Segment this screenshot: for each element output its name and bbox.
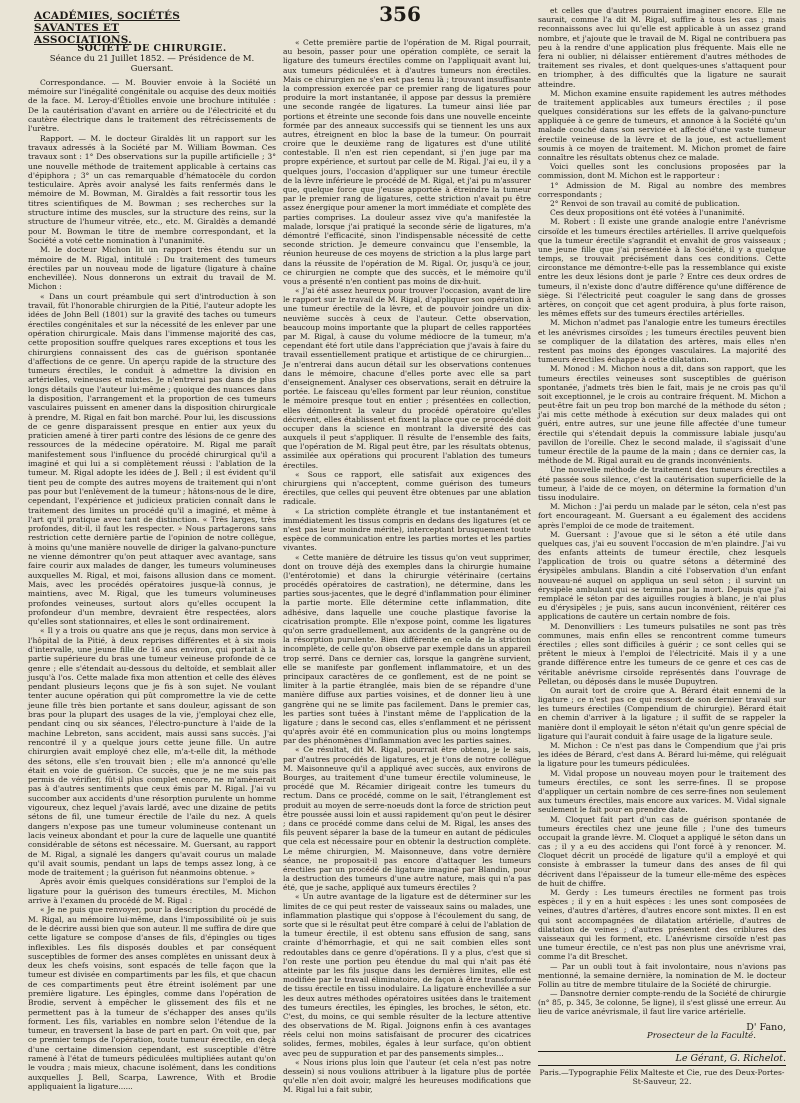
paragraph: « J'ai été assez heureux pour trouver l'occasion, avant de lire le rapport sur le travail de M. Rigal, d'appliquer son opération à une tumeur érectile de la lèvre, et de pouvoir joindre un dix-neuvième succès à ceux de l'auteur. Cette observation, beaucoup moins importante que la plupart de celles rapportées par M. Rigal, à cause du volume médiocre de la tumeur, m'a cependant été fort utile dans l'appréciation que j'avais à faire du travail essentiellement pratique et artistique de ce chirurgien... Je n'entrerai dans aucun détail sur les observations contenues dans le mémoire, chacune d'elles porte avec elle sa part d'enseignement. Analyser ces observations, serait en détruire la portée. Le faisceau qu'elles forment par leur réunion, constitue le mémoire presque tout en entier ; présentées en collection, elles démontrent la valeur du procédé opératoire qu'elles décrivent, elles établissent et fixent la place que ce procédé doit occuper dans la science en montrant la diversité des cas auxquels il peut s'appliquer. Il résulte de l'ensemble des faits, que l'opération de M. Rigal peut être, par les résultats obtenus, assimilée aux opérations qui procurent l'ablation des tumeurs érectiles. xyxy=(283,286,531,470)
paragraph: M. Michon n'admet pas l'analogie entre les tumeurs érectiles et les anévrismes cirsoïdes ; les tumeurs érectiles peuvent bien se compliquer de la dilatation des artères, mais elles n'en restent pas moins des éponges vasculaires. La majorité des tumeurs érectiles échappe à cette dilatation. xyxy=(538,318,786,365)
paragraph: « Cette première partie de l'opération de M. Rigal pourrait, au besoin, passer pour une opération complète, ce serait la ligature des tumeurs érectiles comme on l'appliquait avant lui, aux tumeurs pédiculées et à d'autres tumeurs non érectiles. Mais ce chirurgien ne s'en est pas tenu là ; trouvant insuffisante la compression exercée par ce premier rang de ligatures pour produire la mort instantanée, il appose par dessus la première une seconde rangée de ligatures. La tumeur ainsi liée par portions et étreinte une seconde fois dans une nouvelle enceinte formée par des anneaux successifs qui se tiennent les uns aux autres, étreignent en bloc la base de la tumeur. On pourrait croire que le deuxième rang de ligatures est d'une utilité contestable. Il n'en est rien cependant, si j'en juge par ma propre expérience, et surtout par celle de M. Rigal. J'ai eu, il y a quelques jours, l'occasion d'appliquer sur une tumeur érectile de la lèvre inférieure le procédé de M. Rigal, et j'ai pu m'assurer que, quelque force que j'eusse apportée à étreindre la tumeur par le premier rang de ligatures, cette striction n'avait pu être assez énergique pour amener la mort immédiate et complète des parties comprises. La douleur assez vive qu'a manifestée la malade, lorsque j'ai pratiqué la seconde série de ligatures, m'a démontré l'efficacité, sinon l'indispensable nécessité de cette seconde striction. Je demeure convaincu que l'ensemble, la réunion heureuse de ces moyens de striction a la plus large part dans la réussite de l'opération de M. Rigal. Or, jusqu'à ce jour, ce chirurgien ne compte que des succès, et le mémoire qu'il vous a présenté n'en contient pas moins de dix-huit. xyxy=(283,38,531,286)
paragraph: M. le docteur Michon lit un rapport très étendu sur un mémoire de M. Rigal, intitulé : Du traitement des tumeurs érectiles par un nouveau mode de ligature (ligature à chaîne enchevillée). Nous donnerons un extrait du travail de M. Michon : xyxy=(28,245,276,292)
session-line: Séance du 21 Juillet 1852. — Présidence de M. Guersant. xyxy=(49,54,255,74)
paragraph: M. Robert : Il existe une grande analogie entre l'anévrisme cirsoïde et les tumeurs érectiles artérielles. Il arrive quelquefois que la tumeur érectile s'agrandit et envahit de gros vaisseaux ; une jeune fille que j'ai présentée à la Société, il y a quelque temps, se trouvait précisément dans ces conditions. Cette circonstance me démontre-t-elle pas la ressemblance qui existe entre les deux lésions dont je parle ? Entre ces deux ordres de tumeurs, il n'existe donc d'autre différence qu'une différence de siège. Si l'électricité peut coaguler le sang dans de grosses artères, on conçoit que cet agent produira, à plus forte raison, les mêmes effets sur des tumeurs érectiles artérielles. xyxy=(538,217,786,319)
paragraph: « Nous irions plus loin que l'auteur (et cela n'est pas notre dessein) si nous voulions attribuer à la ligature plus de portée qu'elle n'en doit avoir, malgré les heureuses modifications que M. Rigal lui a fait subir, xyxy=(283,1057,531,1095)
paragraph: 1° Admission de M. Rigal au nombre des membres correspondants ; xyxy=(538,180,786,199)
paragraph: Ces deux propositions ont été votées à l'unanimité. xyxy=(550,208,745,218)
paragraph: M. Monod : M. Michon nous a dit, dans son rapport, que les tumeurs érectiles veineuses sont susceptibles de guérison spontanée, j'admets très bien le fait, mais je ne crois pas qu'il soit exceptionnel, je le crois au contraire fréquent. M. Michon a peut-être fait un peu trop bon marché de la méthode du séton ; j'ai mis cette méthode à exécution sur deux malades qui ont guéri, entre autres, sur une jeune fille affectée d'une tumeur érectile qui s'étendait depuis la commissure labiale jusqu'au pavillon de l'oreille. Chez le second malade, il s'agissait d'une tumeur érectile de la paume de la main ; dans ce dernier cas, la méthode de M. Rigal aurait eu de grands inconvénients. xyxy=(538,364,786,466)
paragraph: « Dans un court préambule qui sert d'introduction à son travail, fût l'honorable chirurgien de la Pitié, l'auteur adopte les idées de John Bell (1801) sur la gravité des taches ou tumeurs érectiles congénitales et sur la nécessité de les enlever par une opération chirurgicale. Mais dans l'immense majorité des cas, cette proposition souffre quelques rares exceptions et tous les chirurgiens connaissent des cas de guérison spontanée d'affections de ce genre. Un aperçu rapide de la structure des tumeurs érectiles, le conduit à admettre la division en artérielles, veineuses et mixtes. Je n'entrerai pas dans de plus longs détails que l'auteur lui-même ; quoique des nuances dans la disposition, l'arrangement et la proportion de ces tumeurs vasculaires puissent en amener dans la disposition chirurgicale à prendre, M. Rigal en fait bon marché. Pour lui, les discussions de ce genre disparaissent presque en entier aux yeux du praticien amené à tirer parti contre des lésions de ce genre des ressources de la médecine opératoire. M. Rigal me paraît manifestement sous l'influence du procédé chirurgical qu'il a imaginé et qui lui a si complètement réussi : l'ablation de la tumeur. M. Rigal adopte les idées de J. Bell ; il est évident qu'il tient peu de compte des autres moyens de traitement qui n'ont pas pour but l'enlèvement de la tumeur ; hâtons-nous de le dire, cependant, l'expérience et judicieux praticien connaît dans le traitement des limites un procédé qu'il a imaginé, et même à l'art qu'il pratique avec tant de distinction. « Très larges, très profondes, dit-il, il faut les respecter. » Nous partagerons sans restriction cette dernière partie de l'opinion de notre collègue, à moins qu'une manière nouvelle de diriger la galvano-puncture ne vienne démontrer qu'on peut attaquer avec avantage, sans faire courir aux malades de danger, les tumeurs volumineuses auxquelles M. Rigal, et moi, faisons allusion dans ce moment. Mais, avec les procédés opératoires jusque-là connus, je maintiens, avec M. Rigal, que les tumeurs volumineuses profondes veineuses, surtout alors qu'elles occupent la profondeur d'un membre, devraient être respectées, alors qu'elles sont stationnaires, et elles le sont ordinairement. xyxy=(28,291,276,627)
paragraph: Après avoir émis quelques considérations sur l'emploi de la ligature pour la guérison des tumeurs érectiles, M. Michon arrive à l'examen du procédé de M. Rigal : xyxy=(28,877,276,906)
paragraph: « Ce résultat, dit M. Rigal, pourrait être obtenu, je le sais, par d'autres procédés de ligatures, et je t'ons de notre collègue M. Maisonneuve qu'il a appliqué avec succès, aux environs de Bourges, au traitement d'une tumeur érectile volumineuse, le procédé que M. Récamier dirigeait contre les tumeurs du rectum. Dans ce procédé, comme on le sait, l'étranglement est produit au moyen de serre-noeuds dont la force de striction peut être poussée aussi loin et aussi rapidement qu'on peut le désirer ; dans ce procédé comme dans celui de M. Rigal, les anses des fils peuvent séparer la base de la tumeur en autant de pédicules que cela est nécessaire pour en obtenir la destruction complète. Le même chirurgien, M. Maisonneuve, dans votre dernière séance, ne proposait-il pas encore d'attaquer les tumeurs érectiles par un procédé de ligature imaginé par Blandin, pour la destruction des tumeurs d'une autre nature, mais qui n'a pas été, que je sache, appliqué aux tumeurs érectiles ? xyxy=(283,745,531,893)
paragraph: « Un autre avantage de la ligature est de déterminer sur les limites de ce qui peut rester de vaisseaux sains ou malades, une inflammation plastique qui s'oppose à l'écoulement du sang, de sorte que si le résultat peut être comparé à celui de l'ablation de la tumeur érectile, il est obtenu sans effusion de sang, sans crainte d'hémorrhagie, et qui ne sait combien elles sont redoutables dans ce genre d'opérations. Il y a plus, c'est que si l'on reste une portion peu étendue du mal qui n'ait pas été atteinte par les fils jusque dans les dernières limites, elle est modifiée par le travail éliminatoire, de façon à être transformée de tissu érectile en tissu inodulaire. La ligature enchevillée a sur les deux autres méthodes opératoires usitées dans le traitement des tumeurs érectiles, les épingles, les broches, le séton, etc. C'est, du moins, ce qui semble résulter de la lecture attentive des observations de M. Rigal. Joignons enfin à ces avantages réels celui non moins satisfaisant de procurer des cicatrices solides, fermes, mobiles, égales à leur surface, qu'on obtient avec peu de suppuration et par des pansements simples... xyxy=(283,892,531,1058)
paragraph: « Il y a trois ou quatre ans que je reçus, dans mon service à l'hôpital de la Pitié, à deux reprises différentes et à six mois d'intervalle, une jeune fille de 16 ans environ, qui portait à la partie supérieure du bras une tumeur veineuse profonde de ce genre ; elle s'étendait au-dessous du deltoïde, et semblait aller jusqu'à l'os. Cette malade fixa mon attention et celle des élèves pendant plusieurs leçons que je fis à son sujet. Ne voulant tenter aucune opération qui pût compromettre la vie de cette jeune fille très bien portante et sans douleur, agissant de son bras pour la plupart des usages de la vie, j'employai chez elle, pendant cinq ou six séances, l'électro-puncture à l'aide de la machine Lebreton, sans accident, mais aussi sans succès. J'ai rencontré il y a quelque jours cette jeune fille. Un autre chirurgien avait employé chez elle, m'a-t-elle dit, la méthode des sétons, elle s'en trouvait bien ; elle m'a annoncé qu'elle était en voie de guérison. Ce succès, que je ne me suis pas permis de vérifier, fût-il plus complet encore, ne m'amènerait pas à d'autres sentiments que ceux émis par M. Rigal. J'ai vu succomber aux accidents d'une résorption purulente un homme vigoureux, chez lequel j'avais lardé, avec une dizaine de petits sétons de fil, une tumeur érectile de l'aile du nez. A quels dangers n'expose pas une tumeur volumineuse contenant un lacis veineux abondant et pour la cure de laquelle une quantité considérable de sétons est nécessaire. M. Guersant, au rapport de M. Rigal, a signalé les dangers qu'avait courus un malade qu'il avait soumis, pendant un laps de temps assez long, à ce mode de traitement ; la guérison fut néanmoins obtenue. » xyxy=(28,626,276,878)
column-3 xyxy=(538,6,786,1087)
paragraph: On aurait tort de croire que A. Bérard était ennemi de la ligature ; ce n'est pas ce qui ressort de son dernier travail sur les tumeurs érectiles (Compendium de chirurgie). Bérard était en chemin d'arriver à la ligature ; il suffit de se rappeler la manière dont il employait le séton n'était qu'un genre spécial de ligature qui l'aurait conduit à faire usage de la ligature seule. xyxy=(538,685,786,741)
author-title: Prosecteur de la Faculté. xyxy=(646,1030,756,1041)
paragraph: — Par un oubli tout à fait involontaire, nous n'avions pas mentionné, la semaine dernière, la nomination de M. le docteur Follin au titre de membre titulaire de la Société de chirurgie. xyxy=(538,961,786,989)
paragraph: « Cette manière de détruire les tissus qu'on veut supprimer, dont on trouve déjà des exemples dans la chirurgie humaine (l'entérotomie) et dans la chirurgie vétérinaire (certains procédés opératoires de castration), ne détermine, dans les parties sous-jacentes, que le degré d'inflammation pour éliminer la partie morte. Elle détermine cette inflammation, dite adhésive, dans laquelle une couche plastique favorise la cicatrisation prompte. Elle n'expose point, comme les ligatures qu'on serre graduellement, aux accidents de la gangrène ou de la résorption purulente. Bien différente en cela de la striction incomplète, de celle qu'on observe par exemple dans un appareil trop serré. Dans ce dernier cas, lorsque la gangrène survient, elle se manifeste par gonflement inflammatoire, et un des principaux caractères de ce gonflement, est de ne point se limiter à la partie étranglée, mais bien de se répandre d'une manière diffuse aux parties voisines, et de donner lieu à une gangrène qui ne se limite pas facilement. Dans le premier cas, les parties sont tuées à l'instant même de l'application de la ligature ; dans le second cas, elles s'enflamment et ne périssent qu'après avoir été en communication plus ou moins longtemps par des phénomènes d'inflammation avec les parties saines. xyxy=(283,552,531,746)
printer-imprint: Paris.—Typographie Félix Malteste et Cie, rue des Deux-Portes-St-Sauveur, 22. xyxy=(539,1068,785,1087)
paragraph: M. Guersant : J'avoue que si le séton a été utile dans quelques cas, j'ai eu souvent l'occasion de m'en plaindre. J'ai vu des enfants atteints de tumeur érectile, chez lesquels l'application de trois ou quatre sétons a déterminé des érysipèles ambulans. Blandin a cité l'observation d'un enfant nouveau-né auquel on appliqua un seul séton ; il survint un érysipèle ambulant qui se termina par la mort. Depuis que j'ai remplacé le séton par des aiguilles rougies à blanc, je n'ai plus eu d'érysipèles ; je puis, sans aucun inconvénient, réitérer ces applications de cautère un certain nombre de fois. xyxy=(538,529,786,622)
paragraph: « Sous ce rapport, elle satisfait aux exigences des chirurgiens qui n'acceptent, comme guérison des tumeurs érectiles, que celles qui peuvent être obtenues par une ablation radicale. xyxy=(283,469,531,507)
author-signature: D' Fano, xyxy=(746,1021,786,1033)
paragraph: Rapport. — M. le docteur Giraldès lit un rapport sur les travaux adressés à la Société par M. William Bowman. Ces travaux sont : 1° Des observations sur la pupille artificielle ; 3° une nouvelle méthode de traitement applicable à certains cas d'épiphora ; 3° un cas remarquable d'hématocèle du cordon testiculaire. Après avoir analysé les faits renfermés dans le mémoire de M. Bowman, M. Giraldès a fait ressortir tous les titres scientifiques de M. Bowman ; ses recherches sur la structure intime des muscles, sur la structure des reins, sur la structure de l'humeur vitrée, etc., etc. M. Giraldès a demandé pour M. Bowman le titre de membre correspondant, et la Société a voté cette nomination à l'unanimité. xyxy=(28,133,276,245)
gerant-line: Le Gérant, G. Richelot. xyxy=(538,1051,786,1066)
paragraph: et celles que d'autres pourraient imaginer encore. Elle ne saurait, comme l'a dit M. Rigal, suffire à tous les cas ; mais reconnaissons avec lui qu'elle est applicable à un assez grand nombre, et j'ajoute que le travail de M. Rigal ne contribuera pas peu à la rendre d'une application plus fréquente. Mais elle ne fera ni oublier, ni délaisser entièrement d'autres méthodes de traitement ses rivales, et dont quelques-unes s'attaquent pour en triompher, à des difficultés que la ligature ne saurait atteindre. xyxy=(538,6,786,89)
page-number: 356 xyxy=(379,2,421,26)
paragraph: M. Cloquet fait part d'un cas de guérison spontanée de tumeurs érectiles chez une jeune fille ; l'une des tumeurs occupait la grande lèvre. M. Cloquet a appliqué le séton dans un cas ; il y a eu des accidens qui l'ont forcé à y renoncer. M. Cloquet décrit un procédé de ligature qu'il a employé et qui consiste à embrasser la tumeur dans des anses de fil qui décrivent dans l'épaisseur de la tumeur elle-même des espèces de huit de chiffre. xyxy=(538,814,786,888)
paragraph: Correspondance. — M. Bouvier envoie à la Société un mémoire sur l'inégalité congénitale ou acquise des deux moitiés de la face. M. Leroy-d'Étiolles envoie une brochure intitulée : De la cautérisation d'avant en arrière ou de l'électricité et du cautère électrique dans le traitement des rétrécissements de l'urètre. xyxy=(28,77,276,134)
paragraph: « Je ne puis que renvoyer, pour la description du procédé de M. Rigal, au mémoire lui-même, dans l'impossibilité où je suis de le décrire aussi bien que son auteur. Il me suffira de dire que cette ligature se compose d'anses de fils, d'épingles ou tiges inflexibles. Les fils disposés doubles et par conséquent susceptibles de former des anses complètes en unissant deux à deux les chefs voisins, sont espacés de telle façon que la tumeur est divisée en compartiments par les fils, et que chacun de ces compartiments peut être étreint isolément par une première ligature. Les épingles, comme dans l'opération de Brodie, servent à empêcher le glissement des fils et ne permettent pas à la tumeur de s'échapper des anses qu'ils forment. Les fils, variables en nombre selon l'étendue de la tumeur, en traversent la base de part en part. On voit que, par ce premier temps de l'opération, toute tumeur érectile, en deçà d'une certaine dimension cependant, est susceptible d'être ramené à l'état de tumeurs pédiculées multipliées autant qu'on le voudra ; mais mieux, chacune isolément, dans les conditions auxquelles J. Bell, Scarpa, Lawrence, With et Brodie appliquaient la ligature...... xyxy=(28,905,276,1091)
paragraph: M. Michon : J'ai perdu un malade par le séton, cela n'est pas fort encourageant. M. Guersant a eu également des accidens après l'emploi de ce mode de traitement. xyxy=(538,502,786,530)
column-1 xyxy=(28,38,276,1091)
paragraph: M. Gerdy : Les tumeurs érectiles ne forment pas trois espèces ; il y en a huit espèces : les unes sont composées de veines, d'autres d'artères, d'autres encore sont mixtes. Il en est qui sont accompagnées de dilatation artérielle, d'autres de dilatation de veines ; d'autres présentent des criblures des vaisseaux qui les forment, etc. L'anévrisme cirsoïde n'est pas une tumeur érectile, ce n'est pas non plus une anévrisme vrai, comme l'a dit Breschet. xyxy=(538,888,786,962)
paragraph: M. Michon examine ensuite rapidement les autres méthodes de traitement applicables aux tumeurs érectiles ; il pose quelques considérations sur les effets de la galvano-puncture appliquée à ce genre de tumeurs, et annonce à la Société qu'un malade couché dans son service et affecté d'une vaste tumeur érectile veineuse de la lèvre et de la joue, est actuellement soumis à ce moyen de traitement. M. Michon promet de faire connaître les résultats obtenus chez ce malade. xyxy=(538,88,786,162)
column-2 xyxy=(283,38,531,1095)
paragraph: « La striction complète étrangle et tue instantanément et immédiatement les tissus compris en dedans des ligatures (et ce n'est pas leur moindre mérite), interceptant brusquement toute espèce de communication entre les parties mortes et les parties vivantes. xyxy=(283,506,531,553)
paragraph: M. Vidal propose un nouveau moyen pour le traitement des tumeurs érectiles, ce sont les serre-fines. Il se propose d'appliquer un certain nombre de ces serre-fines non seulement aux tumeurs érectiles, mais encore aux varices. M. Vidal signale seulement le fait pour en prendre date. xyxy=(538,768,786,815)
paragraph: M. Michon : Ce n'est pas dans le Compendium que j'ai pris les idées de Bérard, c'est dans A. Bérard lui-même, qui reléguait la ligature pour les tumeurs pédiculées. xyxy=(538,741,786,769)
paragraph: Une nouvelle méthode de traitement des tumeurs érectiles a été passée sous silence, c'est la cautérisation superficielle de la tumeur, à l'aide de ce moyen, on détermine la formation d'un tissu inodulaire. xyxy=(538,465,786,502)
paragraph: Voici quelles sont les conclusions proposées par la commission, dont M. Michon est le rapporteur : xyxy=(538,162,786,181)
paragraph: 2° Renvoi de son travail au comité de publication. xyxy=(550,198,740,208)
paragraph: — Dansnotre dernier compte-rendu de la Société de chirurgie (n° 85, p. 345, 3e colonne, 5e ligne), il s'est glissé une erreur. Au lieu de varice anévrismale, il faut lire varice artérielle. xyxy=(538,989,786,1017)
running-head: ACADÉMIES, SOCIÉTÉS SAVANTES ET ASSOCIATIONS. xyxy=(34,10,181,46)
section-title: SOCIÉTÉ DE CHIRURGIE. xyxy=(77,43,227,54)
paragraph: M. Denonvilliers : Les tumeurs pulsatiles ne sont pas très communes, mais enfin elles se rencontrent comme tumeurs érectiles ; elles sont difficiles à guérir ; ce sont celles qui se prêtent le mieux à l'emploi de l'électricité. Mais il y a une grande différence entre les tumeurs de ce genre et ces cas de véritable anévrisme cirsoïde représentés dans l'ouvrage de Pelletan, ou déposés dans le musée Dupuytren. xyxy=(538,621,786,686)
